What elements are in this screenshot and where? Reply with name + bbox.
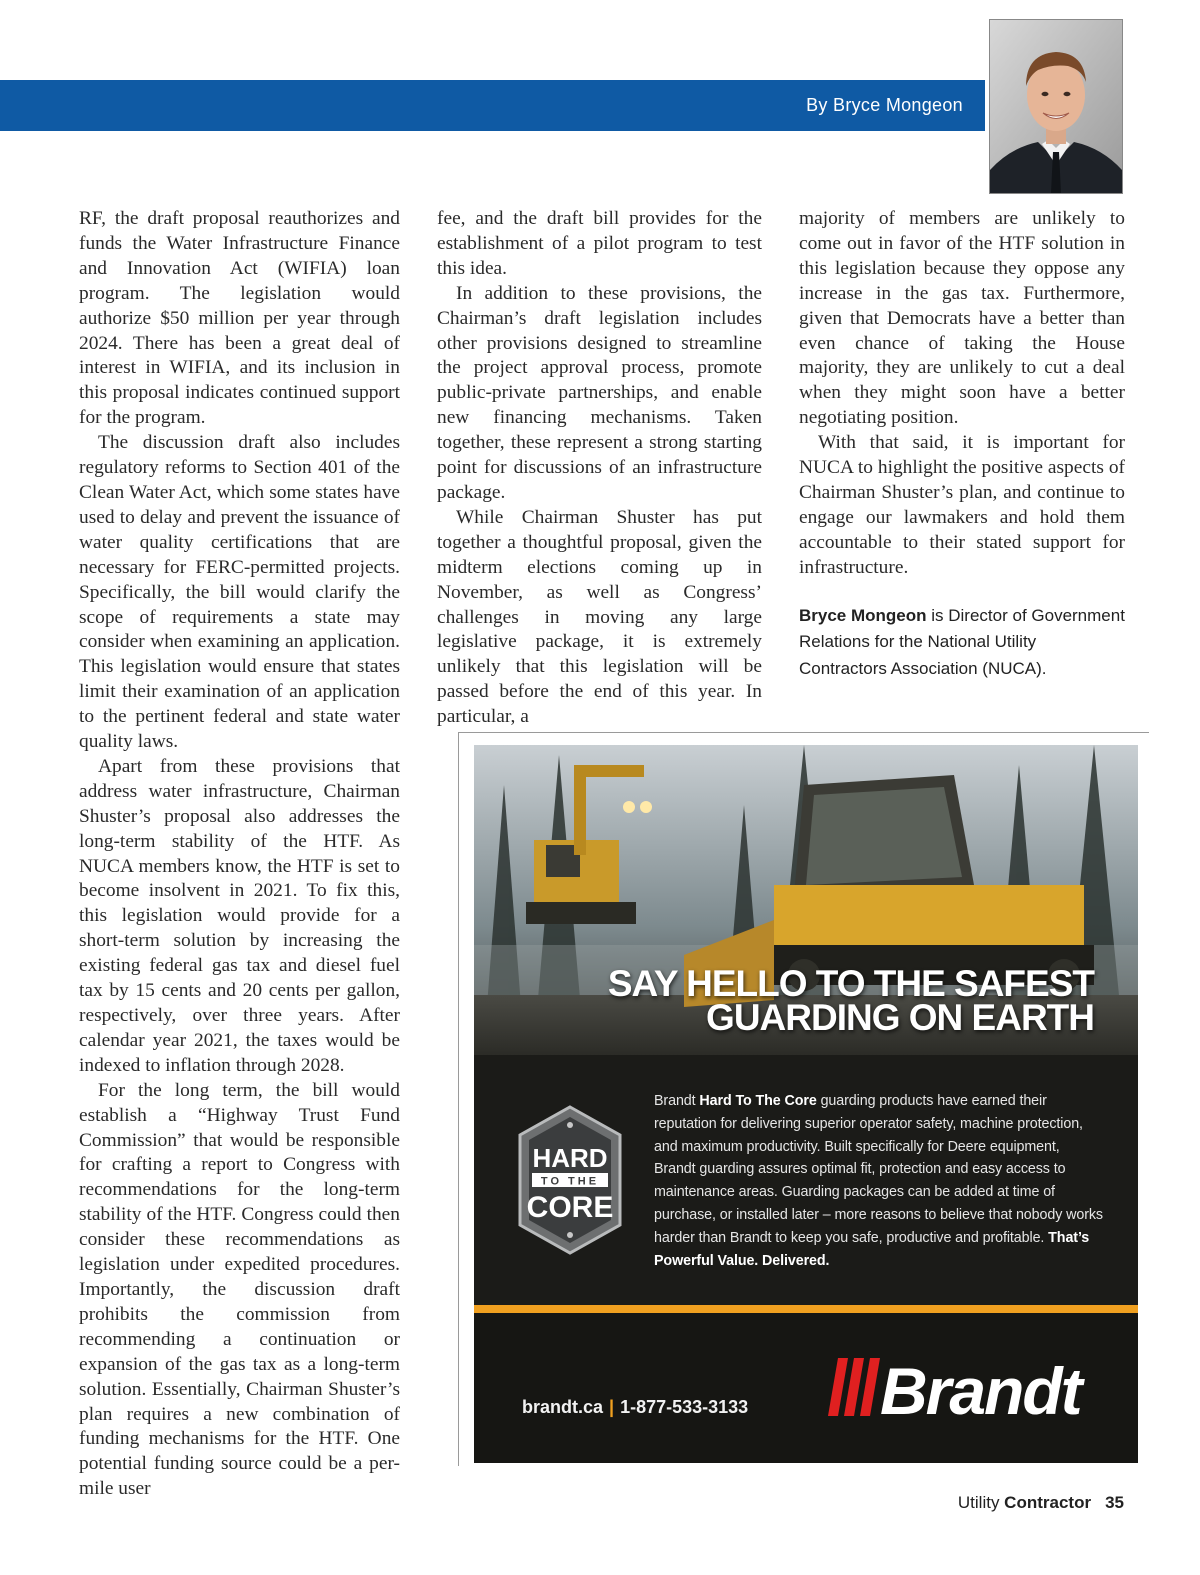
ad-contact[interactable] xyxy=(522,1397,748,1418)
ad-body-main: guarding products have earned their reputation for delivering superior operator safety, machine protection, and maximum productivity. Built specifically for Deere equipment, Brandt guarding assures optimal fit, protection and easy access to maintenance areas. Guarding packages can be added at time of purchase, or installed later – more reasons to believe that nobody works harder than Brandt to keep you safe, productive and profitable. xyxy=(654,1093,1103,1246)
ad-headline-line-1: SAY HELLO TO THE SAFEST xyxy=(607,963,1094,1004)
hard-to-the-core-badge-icon xyxy=(516,1105,624,1255)
author-bio-name: Bryce Mongeon xyxy=(799,605,927,625)
header-banner xyxy=(0,80,985,131)
byline: By Bryce Mongeon xyxy=(806,95,963,115)
ad-headline-line-2: GUARDING ON EARTH xyxy=(706,997,1094,1038)
ad-body-brand: Hard To The Core xyxy=(699,1093,817,1109)
ad-body-intro: Brandt xyxy=(654,1093,700,1109)
paragraph: majority of members are unlikely to come out in favor of the HTF solution in this legislation because they oppose any increase in the gas tax. Furthermore, given that Democrats have a better than even chance of taking the House majority, they are unlikely to cut a deal when they might soon have a better negotiating position. xyxy=(799,208,1125,429)
paragraph: RF, the draft proposal reauthorizes and funds the Water Infrastructure Finance and Innovation Act (WIFIA) loan program. The legislation would authorize $50 million per year through 2024. There has been a great deal of interest in WIFIA, and its inclusion in this proposal indicates continued support for the program. xyxy=(79,208,400,429)
article-column-3 xyxy=(799,207,1125,682)
author-bio xyxy=(799,603,1125,683)
magazine-name-light: Utility xyxy=(957,1493,1005,1512)
ad-website-link[interactable]: brandt.ca xyxy=(522,1397,604,1417)
badge-line-2: TO THE xyxy=(540,1175,600,1188)
ad-body-tagline: That’s Powerful Value. Delivered. xyxy=(654,1229,1090,1269)
paragraph: In addition to these provisions, the Chairman’s draft legislation includes other provisions designed to streamline the project approval process, promote public-private partnerships, and enable new financing mechanisms. Taken together, these represent a strong starting point for discussions of an infrastructure package. xyxy=(437,282,762,503)
brandt-logo xyxy=(828,1350,1098,1422)
author-bio-text: is Director of Government Relations for the National Utility Contractors Association (NUCA). xyxy=(799,605,1125,678)
ad-accent-stripe xyxy=(474,1305,1138,1313)
paragraph: With that said, it is important for NUCA to highlight the positive aspects of Chairman Shuster’s plan, and continue to engage our lawmakers and hold them accountable to their stated support for infrastructure. xyxy=(799,432,1125,578)
author-portrait-illustration xyxy=(990,20,1122,193)
author-photo xyxy=(989,19,1123,194)
contact-separator: | xyxy=(609,1397,615,1417)
brandt-advertisement[interactable] xyxy=(474,745,1138,1463)
ad-body-copy xyxy=(654,1090,1104,1272)
paragraph: fee, and the draft bill provides for the establishment of a pilot program to test this idea. xyxy=(437,208,762,279)
paragraph: While Chairman Shuster has put together a thoughtful proposal, given the midterm elections coming up in November, as well as Congress’ challenges in moving any large legislative package, it is extremely unlikely that this legislation will be passed before the end of this year. In particular, a xyxy=(437,506,762,728)
page-number: 35 xyxy=(1105,1493,1124,1512)
badge-line-1: HARD xyxy=(532,1143,608,1173)
paragraph: Apart from these provisions that address water infrastructure, Chairman Shuster’s proposal also addresses the long-term stability of the HTF. As NUCA members know, the HTF is set to become insolvent in 2021. To fix this, this legislation would provide for a short-term solution by increasing the existing federal gas tax and diesel fuel tax by 15 cents and 20 cents per gallon, respectively, over three years. After calendar year 2021, the taxes would be indexed to inflation through 2028. xyxy=(79,755,400,1076)
paragraph: For the long term, the bill would establish a “Highway Trust Fund Commission” that would be responsible for crafting a report to Congress with recommendations for the long-term stability of the HTF. Congress could then consider these recommendations as legislation under expedited procedures. Importantly, the discussion draft prohibits the commission from recommending a continuation or expansion of the gas tax as a long-term solution. Essentially, Chairman Shuster’s plan requires a new combination of funding mechanisms for the HTF. One potential funding source could be a per-mile user xyxy=(79,1079,400,1500)
magazine-name-bold: Contractor xyxy=(1004,1493,1092,1512)
page-footer xyxy=(958,1493,1124,1513)
article-column-1 xyxy=(79,207,400,1502)
ad-phone[interactable]: 1-877-533-3133 xyxy=(620,1397,749,1417)
badge-line-3: CORE xyxy=(526,1191,614,1224)
paragraph: The discussion draft also includes regulatory reforms to Section 401 of the Clean Water Act, which some states have used to delay and prevent the issuance of water quality certifications that are necessary for FERC-permitted projects. Specifically, the bill would clarify the scope of requirements a state may consider when examining an application. This legislation would ensure that states limit their examination of an application to the pertinent federal and state water quality laws. xyxy=(79,432,400,753)
brandt-logo-text: Brandt xyxy=(880,1354,1081,1422)
article-column-2 xyxy=(437,207,762,730)
